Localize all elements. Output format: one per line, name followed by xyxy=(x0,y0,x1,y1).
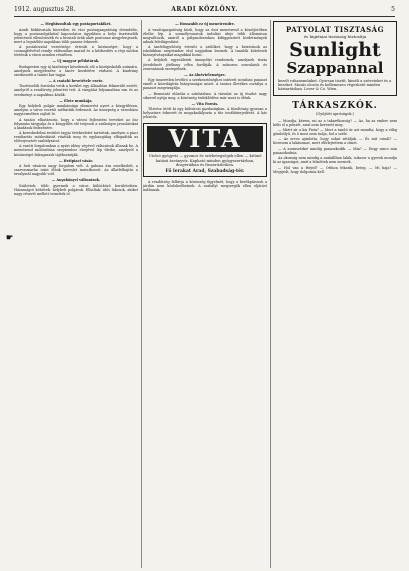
article-paragraph: — Bemutató előadás a színházban. A társulat az új évadot nagy sikerrel nyitja meg, a közönség érdeklődése már most is élénk. xyxy=(143,91,267,100)
article-paragraph: A vasútigazgatóság közli, hogy az őszi menetrend a közeljövőben életbe lép. A személyvonatok indulási ideje több állomáson megváltozik, amiről a pályaudvarokon kifüggesztett hirdetmények adnak felvilágosítást. xyxy=(143,27,267,44)
masthead-title: ARADI KÖZLÖNY. xyxy=(171,6,238,13)
article-paragraph: — Hol van a férjed? — Otthon fekszik, beteg. — Mi baja? — Megijedt, hogy dolgoznia kell. xyxy=(273,165,397,174)
article-paragraph: A helybeli egyesületek ünnepélyt rendeznek, amelynek tiszta jövedelmét jótékony célra fordítják. A műsoron szavalatok és zeneszámok szerepelnek. xyxy=(143,58,267,71)
vita-text: Utolsó gyógyvíz — gyomor és szívbetegségek ellen — kitűnő hatású ásványvíz. Kapható minden gyógyszertárban, drogériában és füszerüzletben. xyxy=(148,154,262,167)
column-divider xyxy=(141,20,142,568)
section-subtitle: (Gyűjtött apróságok.) xyxy=(316,111,354,116)
article-paragraph: Budapesten egy új kiadványt készítenek elő a középiskolák számára, amelynek megjelenése a tanév kezdetére várható. A kiadvány szerkesztői a tanári kar tagjai. xyxy=(14,64,138,77)
article-paragraph: — Az orvos ajánlotta, hogy sokat sétáljak. — És mit csinál? — Keresem a lakásomat, mert elfelejtettem a címet. xyxy=(273,137,397,146)
article-heading: — Az álnévtelenségre. xyxy=(184,72,226,77)
article-paragraph: — Mondja, kérem, mi az a takarékosság? — Az, ha az ember nem költi el a pénzét, amit nem keresett meg. xyxy=(273,118,397,127)
article-heading: — Hosszabb ez új menetrendre. xyxy=(175,22,235,26)
article-paragraph: Születtek: több gyermek a város különböző kerületeiben. Házasságot kötöttek: helybeli polgárok. Elhaltak: idős lakosok, akiket nagy részvét mellett temettek el. xyxy=(14,183,138,196)
ad-brand: Sunlight xyxy=(289,39,381,61)
article-paragraph: Egy ismeretlen levélíró a szerkesztőséghez intézett soraiban panaszt emelt a közvilágítás hiányosságai miatt. A tanács illetékes osztálya a panaszt megvizsgálja. xyxy=(143,78,267,91)
article-heading: — Anyakönyvi változások. xyxy=(51,178,101,183)
sunlight-advertisement xyxy=(273,21,397,96)
article-paragraph: A tanács elhatározta, hogy a városi fejlesztési terveket az ősz folyamán tárgyalja és a közgyűlés elé terjeszti a szükséges javaslatokat a kiadások fedezésére. xyxy=(14,117,138,130)
article-paragraph: A vasúti forgalomban a nyári idény végével változások állanak be. A menetrend módosítása szeptember elsejével lép életbe, amelyről a közönséget falragaszok tájékoztatják. xyxy=(14,144,138,157)
article-heading: — Vita Forrás. xyxy=(191,101,219,106)
page-header xyxy=(14,6,395,16)
article-heading: — A csatahi bevetétele esete. xyxy=(48,78,104,83)
column-2 xyxy=(143,20,267,568)
article-heading: — Uj magyar példatárak. xyxy=(52,59,100,64)
vita-advertisement xyxy=(143,123,267,177)
ad-body: kezelt ruhaneműnket. Gyorsan tisztít, kíméli a szöveteket és a kezeket. Mosás olcsón és kellemesen végezhető minden háztartásban. Lever & Co. Wien. xyxy=(278,79,392,92)
column-1 xyxy=(14,20,138,568)
article-paragraph: A heti vásáron nagy forgalom volt. A gabona ára emelkedett, a szarvasmarha iránt élénk kereslet mutatkozott. Az állatfelhajtás a tavalyinál nagyobb volt. xyxy=(14,164,138,177)
article-heading: — Meghiusultak egy postaportakiket. xyxy=(40,22,112,26)
article-paragraph: — A szomszédné mindig panaszkodik. — Min? — Hogy nincs min panaszkodnia. xyxy=(273,146,397,155)
article-paragraph: — Miért sír a kis Pista? — Mert a tanító úr azt mondta, hogy a világ gömbölyű, és ő most nem tudja, hol a széle. xyxy=(273,128,397,137)
article-paragraph: Tisztviselők forrásba vetik a kerület egy állandóan felmerülő esetét, amelyről a rendőrség jelentést tett. A vizsgálat folyamatban van és az eredményt a napokban közlik. xyxy=(14,84,138,97)
article-paragraph: Az okosság nem mindig a szakállban lakik, sokszor a gyerek mondja ki az igazságot, amit a felnőttek nem mernek. xyxy=(273,156,397,165)
issue-date: 1912. augusztus 28. xyxy=(14,6,76,13)
column-3 xyxy=(273,20,397,568)
page-number: 5 xyxy=(391,6,395,13)
ad-headline: PATYOLAT TISZTASÁG xyxy=(285,25,385,34)
article-paragraph: Tűzvész ütött ki egy külvárosi gazdaságban. A tűzoltóság gyorsan a helyszínre érkezett és megakadályozta a tűz továbbterjedését. A kár jelentős. xyxy=(143,107,267,120)
article-heading: — Élete munkája. xyxy=(59,98,93,103)
article-paragraph: Egy helybeli polgár munkássága elismerést nyert a közgyűlésen, amelyen a város vezetői méltatták érdemeit. Az ünnepség a városháza nagytermében zajlott le. xyxy=(14,104,138,117)
ad-subline: és higiéniai tisztaság biztosítja xyxy=(303,34,367,39)
pointing-hand-icon: ☛ xyxy=(6,232,14,242)
header-rule xyxy=(14,16,395,17)
article-paragraph: A kereskedelmi testület tagjai értekezletet tartottak, amelyen a piaci rendtartás módosítását vitatták meg és egyhangúlag elfogadták az előterjesztett szabályzatot. xyxy=(14,130,138,144)
article-paragraph: A rendőrség felhívja a közönség figyelmét, hogy a kerékpárosok a járdán nem közlekedhetnek. A szabályt megszegők ellen eljárást indítanak. xyxy=(143,180,267,193)
vita-brand: VITA xyxy=(147,126,263,152)
vita-agent: Fő lerakat Arad, Szabadság-tér. xyxy=(165,169,245,175)
article-heading: — Hetipiaci vásár. xyxy=(58,158,94,163)
article-paragraph: Aradi fiókhivatala közvetlen és váci postaigazgatóság elrendelte, hogy a postaszolgálattal kapcsolatos ügyekben a helyi tisztviselők jelentéseit ellenőrizzék és a hivatali órák alatt pontosan megjelenjenek, mert a legutóbbi napokban több panasz érkezett. xyxy=(14,27,138,44)
article-paragraph: A postahivatal vezetősége értesíti a közönséget, hogy a csomagfelvétel rendje változatlan marad és a kézbesítés a régi módon történik a város minden részében. xyxy=(14,45,138,58)
section-title: TÁRKASZKÓK. xyxy=(292,100,378,111)
article-paragraph: A tanfelügyelőség értesíti a szülőket, hogy a beiratások az iskolákban szeptember első napjaiban lesznek. A tanulók kötelesek bizonyítványaikat magukkal hozni. xyxy=(143,45,267,58)
column-divider xyxy=(270,20,271,568)
ad-brand-product: Szappannal xyxy=(286,59,384,77)
